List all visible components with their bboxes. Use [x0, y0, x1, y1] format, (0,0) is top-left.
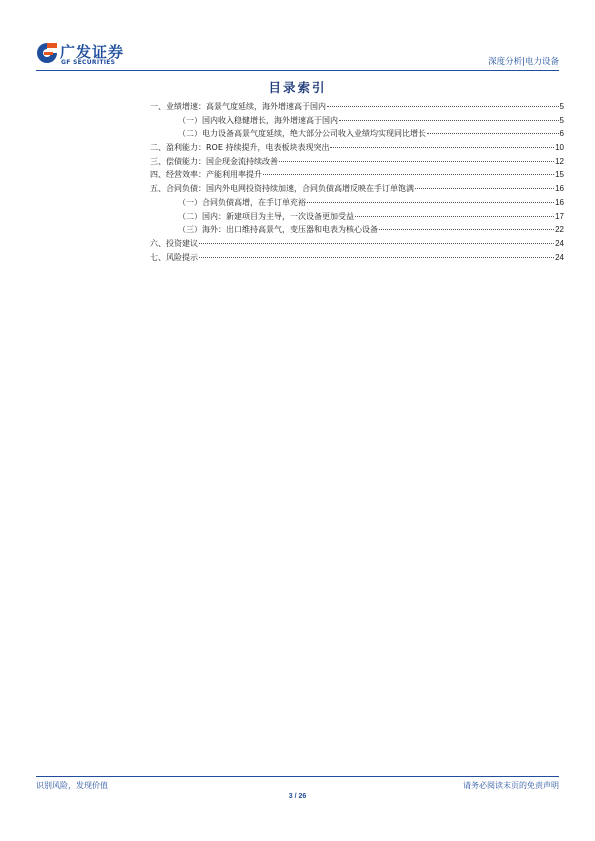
toc-entry-title: 三、偿债能力：国企现金流持续改善 [150, 156, 278, 166]
toc-entry-page: 12 [555, 156, 564, 166]
toc-title: 目录索引 [268, 80, 327, 95]
gf-logo-icon [36, 42, 58, 64]
toc-entry[interactable] [150, 238, 564, 252]
toc-dot-leader [199, 257, 554, 258]
footer-disclaimer: 请务必阅读末页的免责声明 [463, 781, 559, 790]
footer-slogan: 识别风险，发现价值 [36, 781, 108, 790]
toc-dot-leader [415, 188, 554, 189]
page-header [36, 40, 559, 70]
toc-entry-title: （二）电力设备高景气度延续，绝大部分公司收入业绩均实现同比增长 [178, 129, 426, 139]
toc-entry-page: 24 [555, 238, 564, 248]
toc-dot-leader [263, 174, 554, 175]
toc-entry[interactable] [150, 101, 564, 115]
toc-entry-title: （一）合同负债高增，在手订单充裕 [178, 197, 306, 207]
table-of-contents [150, 101, 564, 265]
toc-dot-leader [379, 229, 554, 230]
toc-dot-leader [330, 147, 554, 148]
toc-dot-leader [427, 133, 559, 134]
toc-entry-title: （一）国内收入稳健增长，海外增速高于国内 [178, 115, 338, 125]
toc-entry-title: 四、经营效率：产能利用率提升 [150, 170, 262, 180]
logo-text-cn: 广发证券 [60, 43, 125, 61]
toc-entry-title: 二、盈利能力：ROE 持续提升，电表板块表现突出 [150, 143, 330, 153]
toc-dot-leader [199, 243, 554, 244]
toc-entry[interactable] [150, 156, 564, 170]
toc-entry[interactable] [150, 183, 564, 197]
toc-entry-title: 一、业绩增速：高景气度延续，海外增速高于国内 [150, 102, 326, 111]
toc-entry-title: 六、投资建议 [150, 238, 198, 248]
logo-text-en: GF SECURITIES [61, 59, 116, 66]
toc-dot-leader [355, 216, 554, 217]
gf-securities-logo [36, 40, 146, 68]
toc-entry-page: 24 [555, 252, 564, 262]
toc-entry-page: 6 [559, 129, 564, 139]
toc-entry[interactable] [150, 224, 564, 238]
toc-entry-page: 16 [555, 184, 564, 194]
header-divider [36, 70, 559, 71]
toc-entry[interactable] [150, 211, 564, 225]
toc-entry[interactable] [150, 197, 564, 211]
footer-divider [36, 776, 559, 777]
toc-entry[interactable] [150, 128, 564, 142]
toc-entry-page: 16 [555, 197, 564, 207]
toc-entry-page: 5 [559, 102, 564, 111]
toc-dot-leader [339, 120, 559, 121]
toc-entry[interactable] [150, 115, 564, 129]
toc-dot-leader [279, 161, 554, 162]
toc-entry-title: 七、风险提示 [150, 252, 198, 262]
toc-dot-leader [327, 106, 559, 107]
toc-entry[interactable] [150, 142, 564, 156]
toc-entry-page: 17 [555, 211, 564, 221]
toc-entry-title: 五、合同负债：国内外电网投资持续加速，合同负债高增反映在手订单饱满 [150, 184, 414, 194]
report-category: 深度分析|电力设备 [488, 57, 559, 67]
toc-entry-title: （二）国内：新建项目为主导，一次设备更加受益 [178, 211, 354, 221]
page-number: 3 / 26 [288, 793, 307, 800]
toc-entry-page: 5 [559, 115, 564, 125]
toc-entry-page: 10 [555, 143, 564, 153]
toc-dot-leader [307, 202, 554, 203]
toc-entry[interactable] [150, 252, 564, 266]
toc-entry[interactable] [150, 169, 564, 183]
toc-entry-title: （三）海外：出口维持高景气，变压器和电表为核心设备 [178, 225, 378, 235]
toc-entry-page: 22 [555, 225, 564, 235]
toc-entry-page: 15 [555, 170, 564, 180]
